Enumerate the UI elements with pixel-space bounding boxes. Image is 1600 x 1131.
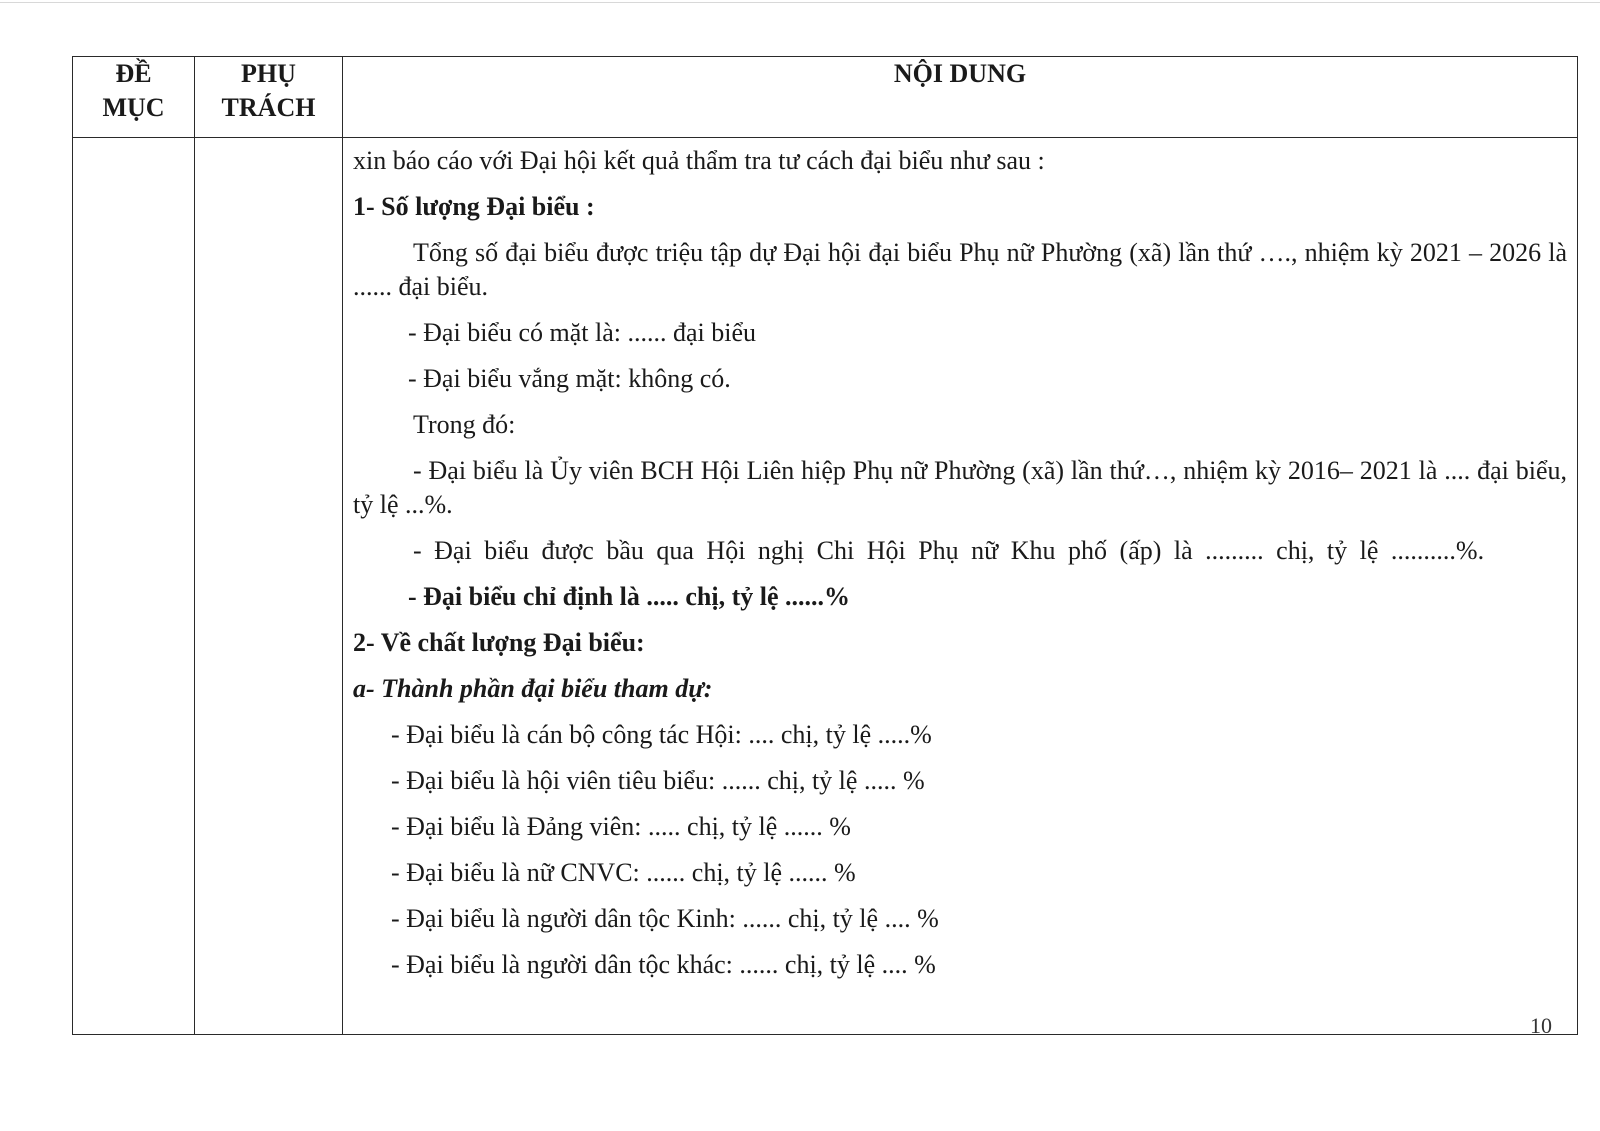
bch-members-text: - Đại biểu là Ủy viên BCH Hội Liên hiệp Phụ nữ Phường (xã) lần thứ…, nhiệm kỳ 2016– 2021 là .... đại biểu, tỷ lệ ...%. bbox=[353, 456, 1567, 519]
composition-item: - Đại biểu là nữ CNVC: ...... chị, tỷ lệ ...... % bbox=[391, 858, 856, 887]
elected-delegates-text: - Đại biểu được bầu qua Hội nghị Chi Hội Phụ nữ Khu phố (ấp) là ......... chị, tỷ lệ ..........%. bbox=[413, 536, 1485, 565]
present-delegates-text: - Đại biểu có mặt là: ...... đại biểu bbox=[408, 318, 757, 347]
composition-item: - Đại biểu là Đảng viên: ..... chị, tỷ lệ ...... % bbox=[391, 812, 851, 841]
header-de-muc-line1: ĐỀ bbox=[115, 59, 152, 88]
cell-de-muc bbox=[73, 138, 195, 1035]
header-de-muc-line2: MỤC bbox=[102, 93, 165, 122]
section2a-heading: a- Thành phần đại biểu tham dự: bbox=[353, 674, 713, 703]
section2-heading: 2- Về chất lượng Đại biểu: bbox=[353, 628, 645, 657]
table-body-row bbox=[73, 138, 1578, 1035]
header-de-muc bbox=[73, 57, 195, 138]
cell-noi-dung bbox=[343, 138, 1578, 1035]
section1-heading: 1- Số lượng Đại biểu : bbox=[353, 192, 595, 221]
content-body bbox=[343, 138, 1577, 982]
table-header-row bbox=[73, 57, 1578, 138]
header-phu-trach bbox=[195, 57, 343, 138]
among-text: Trong đó: bbox=[413, 410, 516, 439]
header-phu-trach-line1: PHỤ bbox=[241, 59, 296, 88]
absent-delegates-text: - Đại biểu vắng mặt: không có. bbox=[408, 364, 731, 393]
cell-phu-trach bbox=[195, 138, 343, 1035]
total-delegates-text: Tổng số đại biểu được triệu tập dự Đại hội đại biểu Phụ nữ Phường (xã) lần thứ …., nhiệm kỳ 2021 – 2026 là ...... đại biểu. bbox=[353, 238, 1567, 301]
appointed-delegates-text: - Đại biểu chỉ định là ..... chị, tỷ lệ ......% bbox=[408, 582, 851, 611]
composition-item: - Đại biểu là cán bộ công tác Hội: .... chị, tỷ lệ .....% bbox=[391, 720, 932, 749]
composition-item: - Đại biểu là người dân tộc khác: ...... chị, tỷ lệ .... % bbox=[391, 950, 936, 979]
scan-top-edge bbox=[0, 2, 1600, 3]
composition-item: - Đại biểu là người dân tộc Kinh: ...... chị, tỷ lệ .... % bbox=[391, 904, 939, 933]
header-phu-trach-line2: TRÁCH bbox=[221, 93, 316, 122]
intro-text: xin báo cáo với Đại hội kết quả thẩm tra tư cách đại biểu như sau : bbox=[353, 146, 1045, 175]
page-number: 10 bbox=[1530, 1013, 1552, 1038]
content-table bbox=[72, 56, 1578, 1035]
header-noi-dung: NỘI DUNG bbox=[343, 57, 1578, 138]
composition-item: - Đại biểu là hội viên tiêu biểu: ...... chị, tỷ lệ ..... % bbox=[391, 766, 925, 795]
